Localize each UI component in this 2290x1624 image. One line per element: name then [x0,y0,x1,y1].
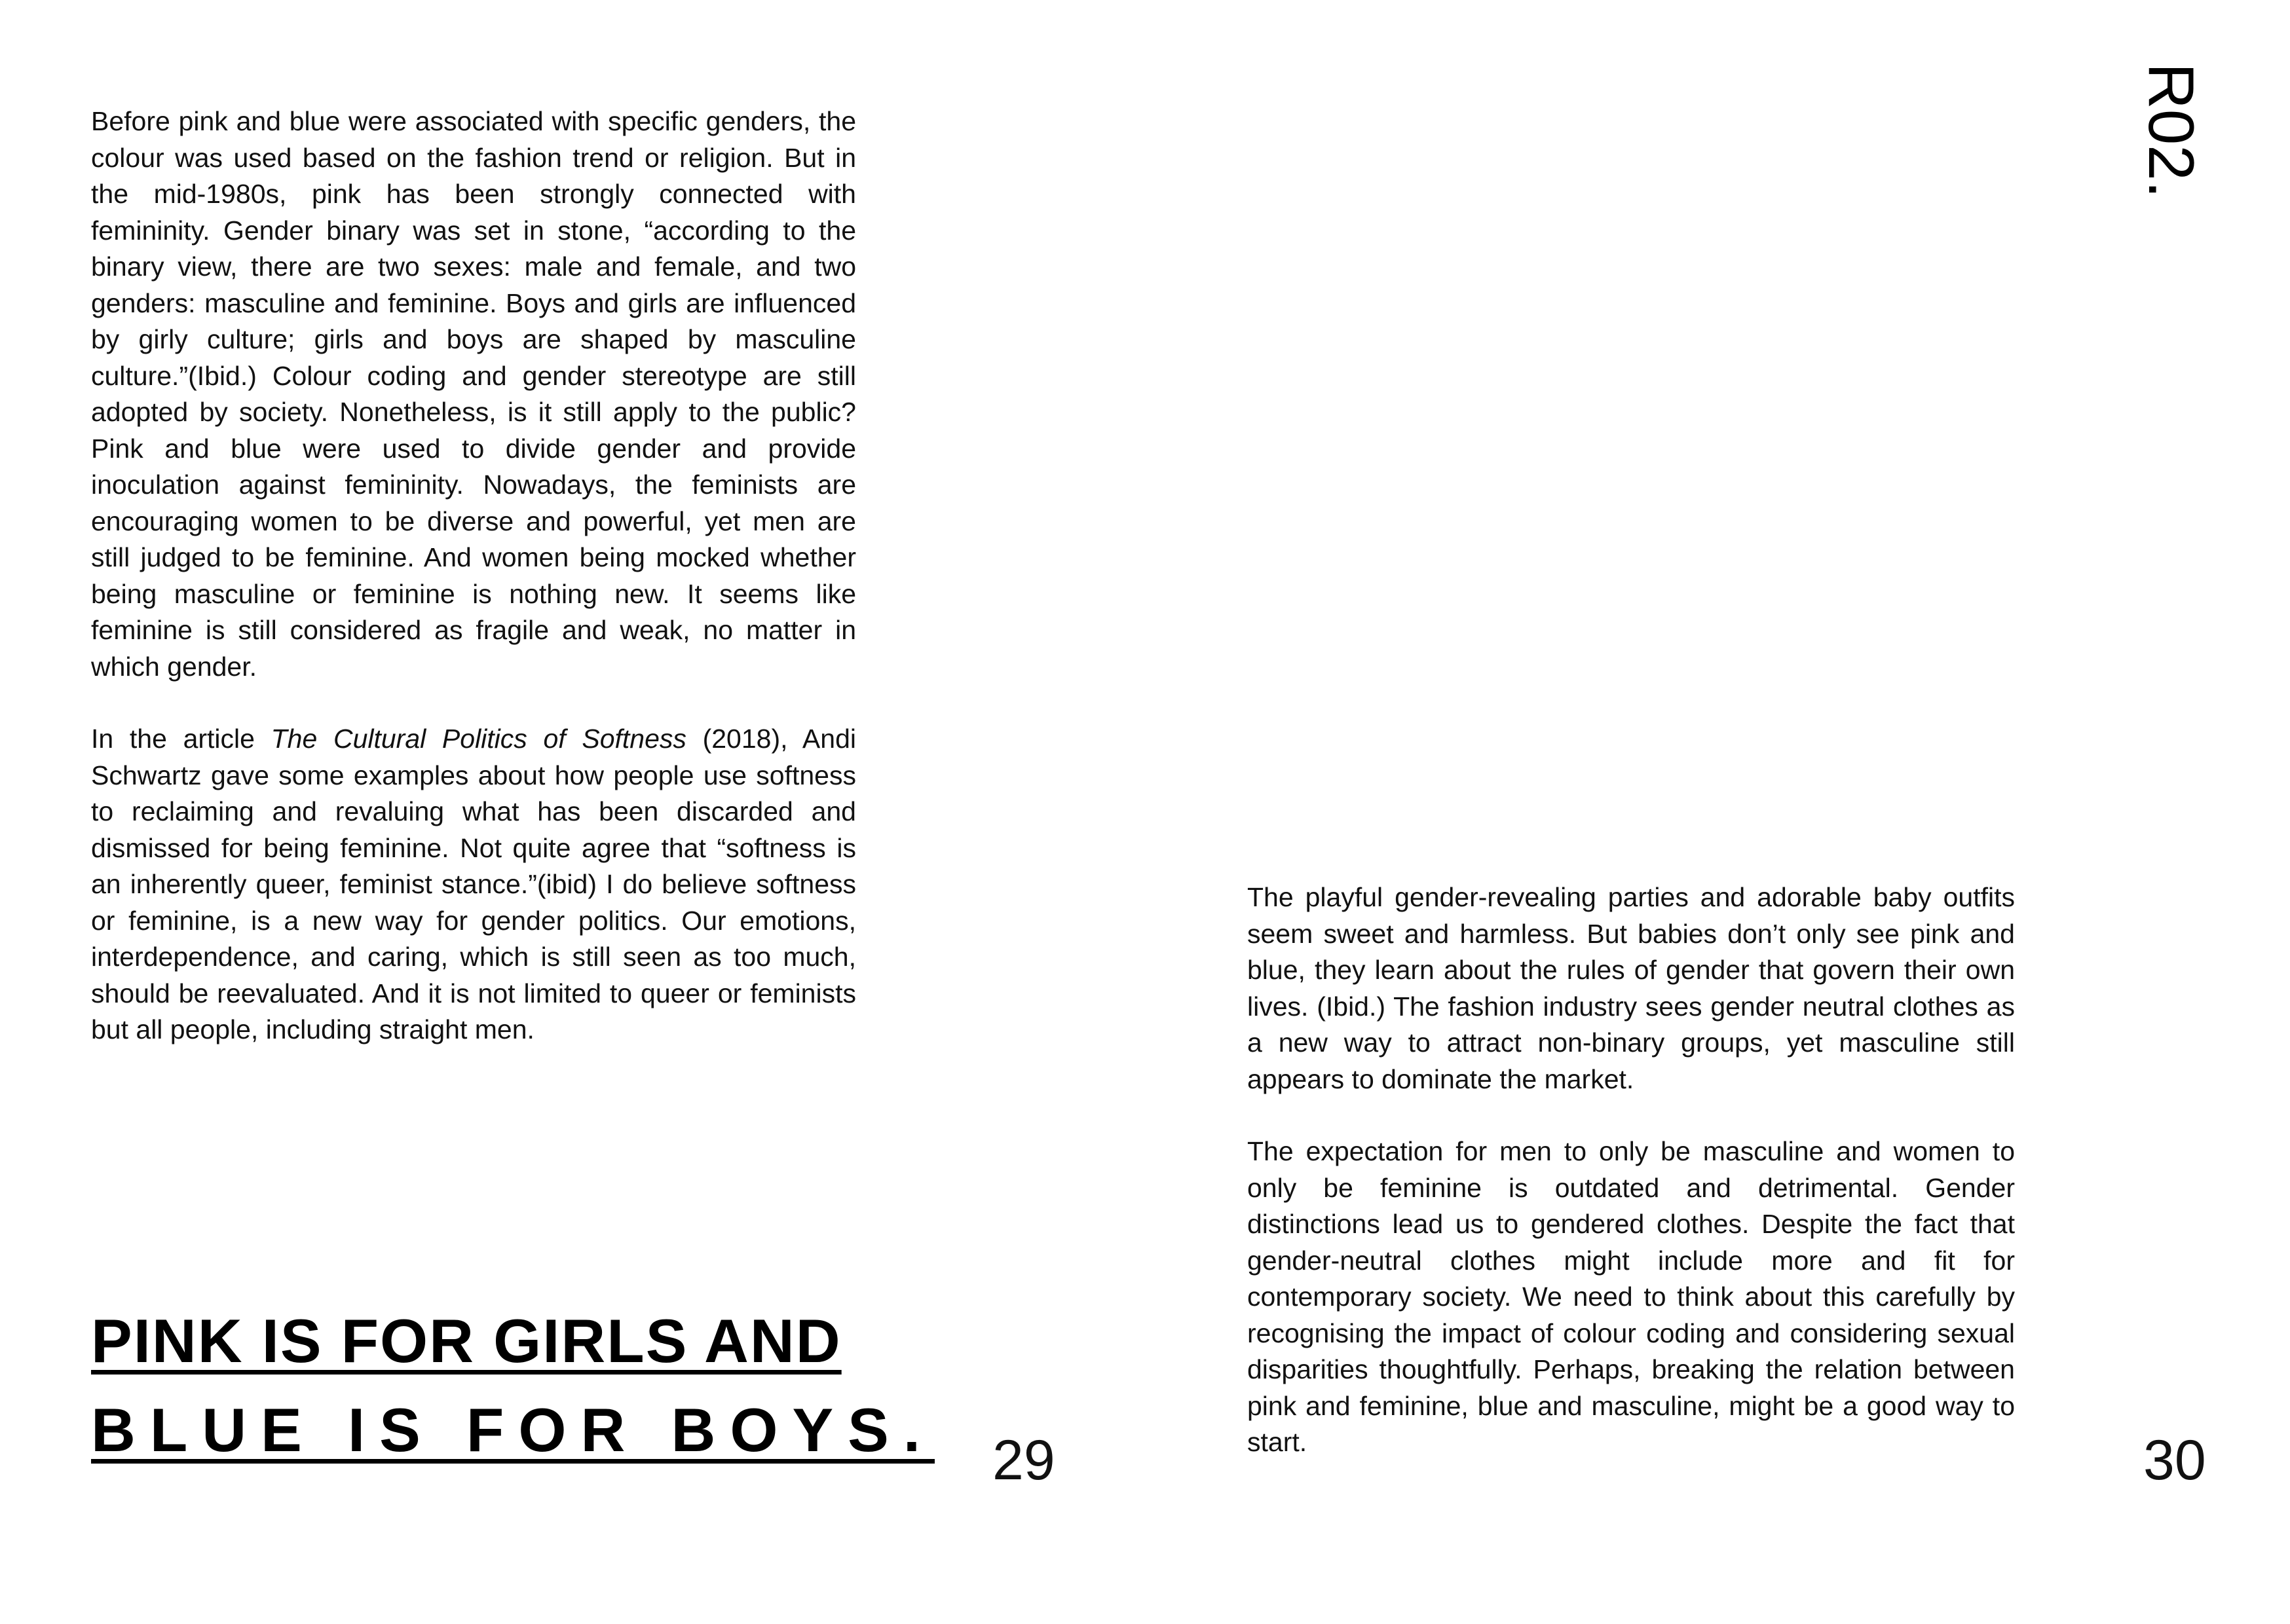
right-paragraph-2: The expectation for men to only be masculine and women to only be feminine is outdated and detrimental. Gender distinctions lead us to gendered clothes. Despite the fact that gender-neutral clothes might include more and fit for contemporary society. We need to think about this carefully by recognising the impact of colour coding and considering sexual disparities thoughtfully. Perhaps, breaking the relation between pink and feminine, blue and masculine, might be a good way to start. [1247,1136,2015,1457]
article-title: The Cultural Politics of Softness [271,724,686,754]
page-heading [91,1297,935,1475]
left-paragraph-2 [91,721,856,1048]
right-page-body [1247,879,2015,1461]
section-code: R02. [2135,63,2207,199]
right-paragraph-1: The playful gender-revealing parties and adorable baby outfits seem sweet and harmless. But babies don’t only see pink and blue, they learn about the rules of gender that govern their own lives. (Ibid.) The fashion industry sees gender neutral clothes as a new way to attract non-binary groups, yet masculine still appears to dominate the market. [1247,882,2015,1094]
left-paragraph-2-intro: In the article [91,724,271,754]
page-number-left: 29 [992,1429,1055,1492]
left-page-body [91,103,856,1048]
page-number-right: 30 [2143,1429,2206,1492]
left-paragraph-1: Before pink and blue were associated with specific genders, the colour was used based on the fashion trend or religion. But in the mid-1980s, pink has been strongly connected with femininity. Gender binary was set in stone, “according to the binary view, there are two sexes: male and female, and two genders: masculine and feminine. Boys and girls are influenced by girly culture; girls and boys are shaped by masculine culture.”(Ibid.) Colour coding and gender stereotype are still adopted by society. Nonetheless, is it still apply to the public? Pink and blue were used to divide gender and provide inoculation against femininity. Nowadays, the feminists are encouraging women to be diverse and powerful, yet men are still judged to be feminine. And women being mocked whether being masculine or feminine is nothing new. It seems like feminine is still considered as fragile and weak, no matter in which gender. [91,106,856,682]
left-paragraph-2-rest: (2018), Andi Schwartz gave some examples about how people use softness to reclaiming and revaluing what has been discarded and dismissed for being feminine. Not quite agree that “softness is an inherently queer, feminist stance.”(ibid) I do believe softness or feminine, is a new way for gender politics. Our emotions, interdependence, and caring, which is still seen as too much, should be reevaluated. And it is not limited to queer or feminists but all people, including straight men. [91,724,856,1044]
heading-line-2: BLUE IS FOR BOYS. [91,1395,935,1464]
heading-line-1: PINK IS FOR GIRLS AND [91,1306,842,1375]
